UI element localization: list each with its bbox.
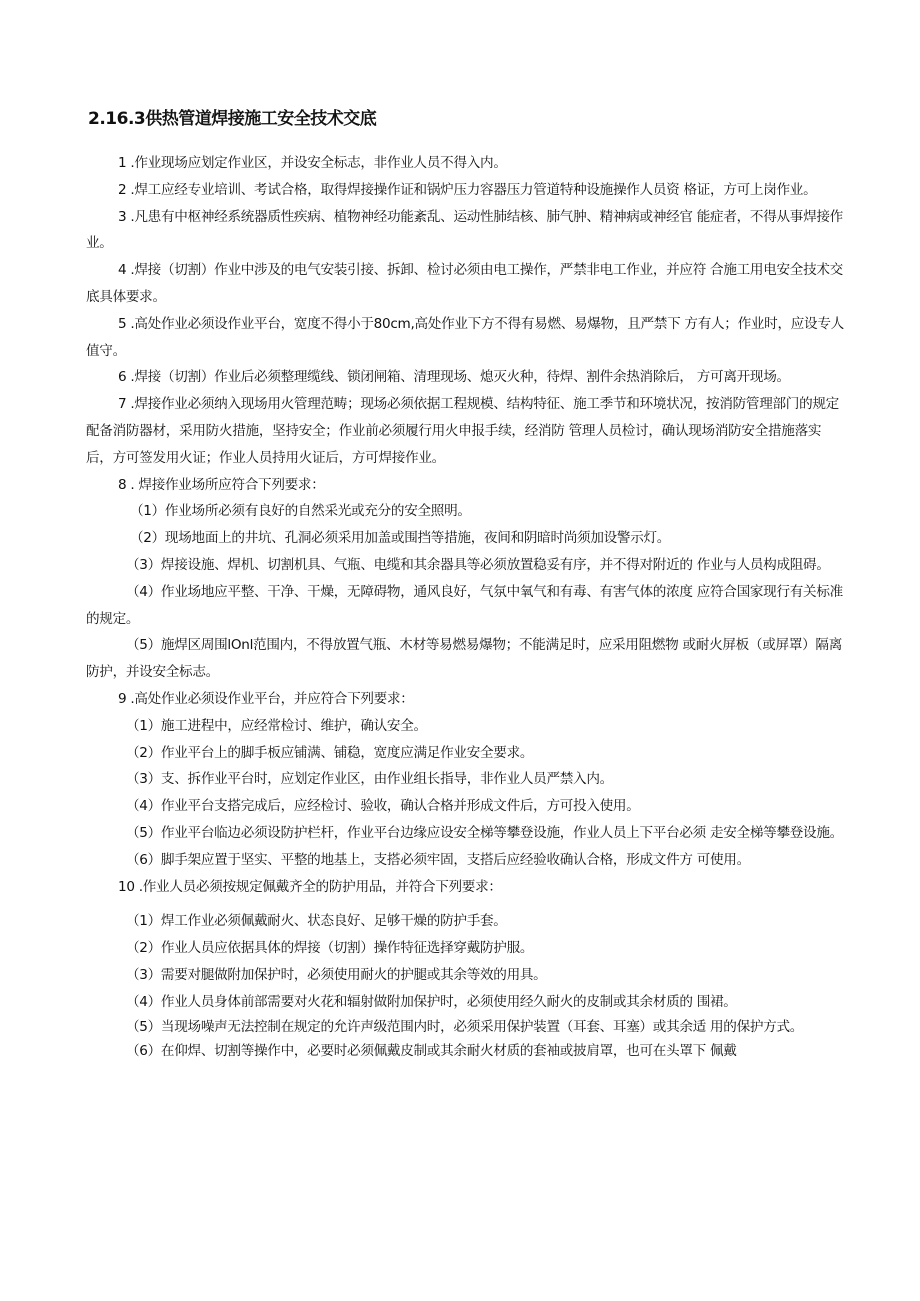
item-2: 2 .焊工应经专业培训、考试合格，取得焊接操作证和锅炉压力容器压力管道特种设施操作人员资 格证，方可上岗作业。 [118, 181, 817, 198]
section-title: 2.16.3供热管道焊接施工安全技术交底 [88, 109, 377, 129]
item-4: 4 .焊接（切割）作业中涉及的电气安装引接、拆卸、检讨必须由电工操作，严禁非电工作业，并应符 合施工用电安全技术交底具体要求。 [86, 262, 843, 305]
item-8-sub-2: （2）现场地面上的井坑、孔洞必须采用加盖或围挡等措施，夜间和阴暗时尚须加设警示灯。 [130, 530, 671, 547]
item-9-sub-6: （6）脚手架应置于坚实、平整的地基上，支搭必须牢固，支搭后应经验收确认合格，形成文件方 可使用。 [126, 851, 750, 868]
item-5: 5 .高处作业必须设作业平台，宽度不得小于80cm,高处作业下方不得有易燃、易爆物，且严禁下 方有人；作业时，应设专人值守。 [86, 315, 844, 359]
item-8: 8 . 焊接作业场所应符合下列要求： [118, 476, 325, 493]
item-9-sub-4: （4）作业平台支搭完成后，应经检讨、验收，确认合格并形成文件后，方可投入使用。 [126, 798, 640, 815]
item-10: 10 .作业人员必须按规定佩戴齐全的防护用品，并符合下列要求： [118, 878, 502, 895]
item-9-sub-3: （3）支、拆作业平台时，应划定作业区，由作业组长指导，非作业人员严禁入内。 [126, 771, 613, 788]
item-9-sub-5: （5）作业平台临边必须设防护栏杆，作业平台边缘应设安全梯等攀登设施，作业人员上下平台必须 走安全梯等攀登设施。 [126, 824, 843, 841]
item-9-sub-2: （2）作业平台上的脚手板应铺满、铺稳，宽度应满足作业安全要求。 [126, 744, 534, 761]
item-10-sub-4: （4）作业人员身体前部需要对火花和辐射做附加保护时，必须使用经久耐火的皮制或其余材质的 围裙。 [126, 993, 737, 1010]
item-8-sub-5: （5）施焊区周围lOnl范围内，不得放置气瓶、木材等易燃易爆物；不能满足时，应采用阻燃物 或耐火屏板（或屏罩）隔离防护，并设安全标志。 [86, 637, 843, 681]
item-8-sub-3: （3）焊接设施、焊机、切割机具、气瓶、电缆和其余器具等必须放置稳妥有序，并不得对附近的 作业与人员构成阻碍。 [126, 556, 830, 573]
item-9-sub-1: （1）施工进程中，应经常检讨、维护，确认安全。 [126, 717, 427, 734]
item-10-sub-6: （6）在仰焊、切割等操作中，必要时必须佩戴皮制或其余耐火材质的套袖或披肩罩，也可在头罩下 佩戴 [126, 1042, 737, 1059]
item-10-sub-5: （5）当现场噪声无法控制在规定的允许声级范围内时，必须采用保护装置（耳套、耳塞）或其余适 用的保护方式。 [126, 1018, 804, 1035]
document-body [86, 150, 846, 1064]
item-6: 6 .焊接（切割）作业后必须整理缆线、锁闭闸箱、清理现场、熄灭火种，待焊、割件余热消除后， 方可离开现场。 [118, 369, 790, 386]
item-10-sub-3: （3）需要对腿做附加保护时，必须使用耐火的护腿或其余等效的用具。 [126, 966, 547, 983]
spacer [86, 900, 846, 908]
item-10-sub-1: （1）焊工作业必须佩戴耐火、状态良好、足够干燥的防护手套。 [126, 913, 507, 930]
item-9: 9 .高处作业必须设作业平台，并应符合下列要求： [118, 690, 414, 707]
item-1: 1 .作业现场应划定作业区，并设安全标志，非作业人员不得入内。 [118, 155, 507, 171]
item-10-sub-2: （2）作业人员应依据具体的焊接（切割）操作特征选择穿戴防护服。 [126, 940, 534, 957]
item-3: 3 .凡患有中枢神经系统器质性疾病、植物神经功能紊乱、运动性肺结核、肺气肿、精神病或神经官 能症者，不得从事焊接作业。 [86, 208, 843, 252]
item-8-sub-1: （1）作业场所必须有良好的自然采光或充分的安全照明。 [130, 503, 471, 520]
item-8-sub-4: （4）作业场地应平整、干净、干燥，无障碍物，通风良好，气氛中氧气和有毒、有害气体的浓度 应符合国家现行有关标准的规定。 [86, 583, 843, 627]
item-7: 7 .焊接作业必须纳入现场用火管理范畴；现场必须依据工程规模、结构特征、施工季节和环境状况，按消防管理部门的规定配备消防器材，采用防火措施，坚持安全；作业前必须履行用火申报手续，经消防 管理人员检讨，确认现场消防安全措施落实后，方可签发用火证；作业人员持用火证后，方可焊接作业。 [86, 396, 839, 466]
